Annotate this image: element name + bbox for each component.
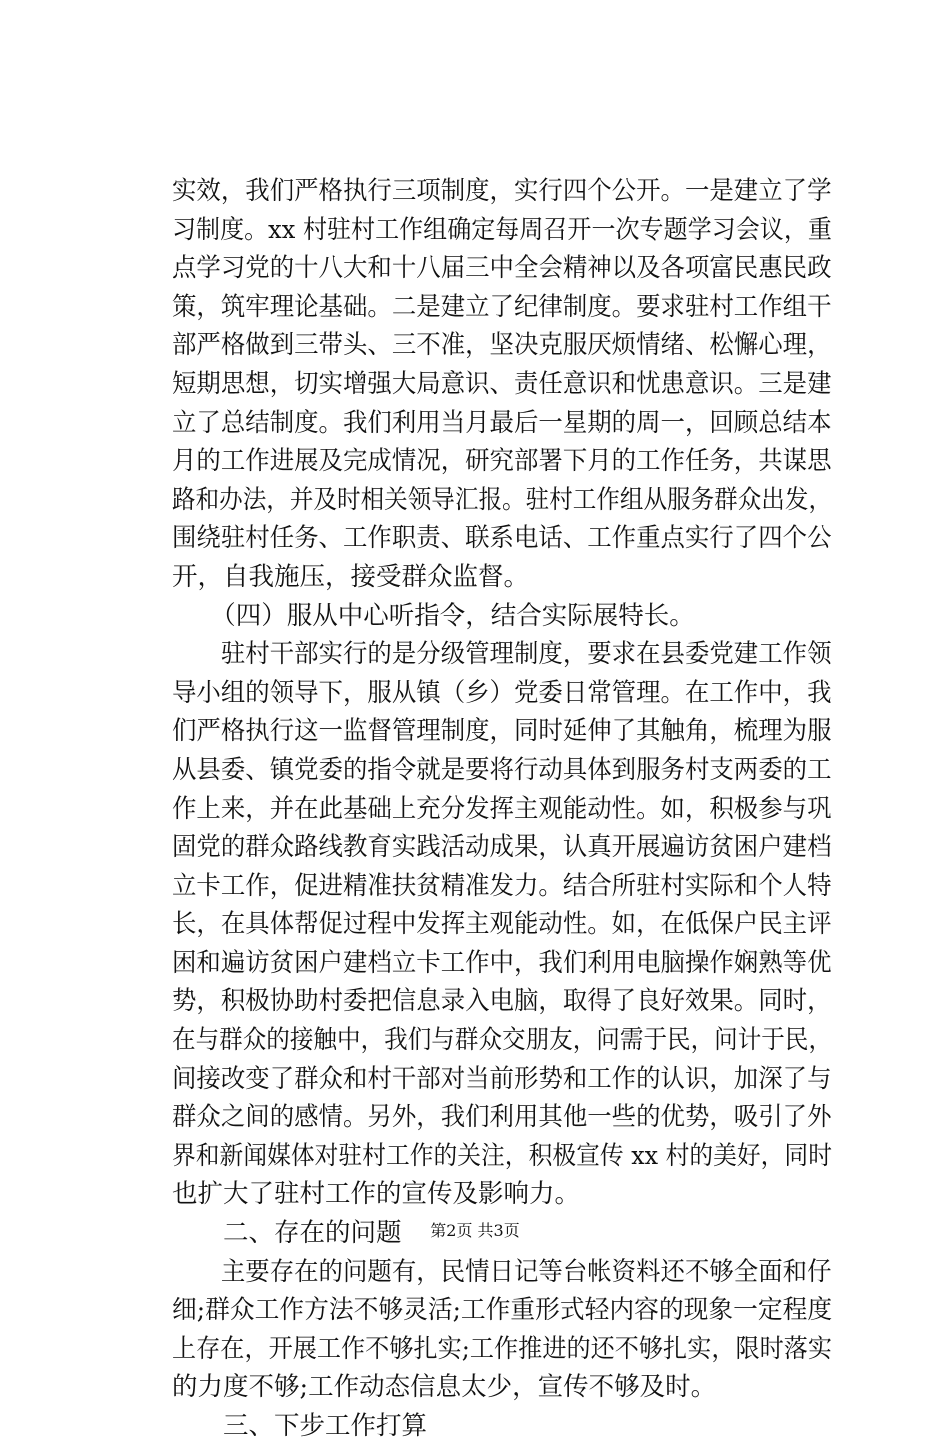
text-line: 细;群众工作方法不够灵活;工作重形式轻内容的现象一定程度: [172, 1295, 833, 1326]
section-heading: 二、存在的问题: [172, 1218, 402, 1249]
text-line: 们严格执行这一监督管理制度，同时延伸了其触角，梳理为服: [172, 716, 832, 747]
text-line: 界和新闻媒体对驻村工作的关注，积极宣传 xx 村的美好，同时: [172, 1140, 832, 1171]
page-footer: 第2页 共3页: [430, 1221, 520, 1240]
text-line: 月的工作进展及完成情况，研究部署下月的工作任务，共谋思: [172, 446, 832, 477]
text-line: 在与群众的接触中，我们与群众交朋友，问需于民，问计于民，: [172, 1025, 833, 1056]
text-line: 部严格做到三带头、三不准，坚决克服厌烦情绪、松懈心理，: [172, 330, 832, 361]
text-line: 驻村干部实行的是分级管理制度，要求在县委党建工作领: [172, 639, 832, 670]
text-line: 围绕驻村任务、工作职责、联系电话、工作重点实行了四个公: [172, 523, 832, 554]
text-line: 固党的群众路线教育实践活动成果，认真开展遍访贫困户建档: [172, 832, 832, 863]
text-line: 立了总结制度。我们利用当月最后一星期的周一，回顾总结本: [172, 407, 832, 438]
text-line: 群众之间的感情。另外，我们利用其他一些的优势，吸引了外: [172, 1102, 832, 1133]
text-line: 也扩大了驻村工作的宣传及影响力。: [172, 1179, 581, 1210]
text-line: 导小组的领导下，服从镇（乡）党委日常管理。在工作中，我: [172, 677, 832, 708]
text-line: 作上来，并在此基础上充分发挥主观能动性。如，积极参与巩: [172, 793, 832, 824]
text-line: 上存在，开展工作不够扎实;工作推进的还不够扎实，限时落实: [172, 1333, 833, 1364]
text-line: 势，积极协助村委把信息录入电脑，取得了良好效果。同时，: [172, 986, 832, 1017]
text-line: 间接改变了群众和村干部对当前形势和工作的认识，加深了与: [172, 1063, 832, 1094]
text-line: 习制度。xx 村驻村工作组确定每周召开一次专题学习会议，重: [172, 214, 832, 245]
text-line: 的力度不够;工作动态信息太少，宣传不够及时。: [172, 1372, 717, 1403]
section-heading: 三、下步工作打算: [172, 1411, 428, 1441]
text-line: 困和遍访贫困户建档立卡工作中，我们利用电脑操作娴熟等优: [172, 947, 832, 978]
text-line: 立卡工作，促进精准扶贫精准发力。结合所驻村实际和个人特: [172, 870, 832, 901]
text-line: 开，自我施压，接受群众监督。: [172, 561, 530, 592]
text-line: 实效，我们严格执行三项制度，实行四个公开。一是建立了学: [172, 176, 832, 206]
section-heading: （四）服从中心听指令，结合实际展特长。: [172, 600, 695, 631]
text-line: 点学习党的十八大和十八届三中全会精神以及各项富民惠民政: [172, 253, 832, 284]
text-line: 主要存在的问题有，民情日记等台帐资料还不够全面和仔: [172, 1256, 832, 1287]
text-line: 短期思想，切实增强大局意识、责任意识和忧患意识。三是建: [172, 368, 832, 399]
text-line: 路和办法，并及时相关领导汇报。驻村工作组从服务群众出发，: [172, 484, 833, 515]
text-line: 策，筑牢理论基础。二是建立了纪律制度。要求驻村工作组干: [172, 291, 832, 322]
text-line: 从县委、镇党委的指令就是要将行动具体到服务村支两委的工: [172, 754, 832, 785]
text-line: 长，在具体帮促过程中发挥主观能动性。如，在低保户民主评: [172, 909, 832, 940]
document-body: [172, 172, 832, 1446]
